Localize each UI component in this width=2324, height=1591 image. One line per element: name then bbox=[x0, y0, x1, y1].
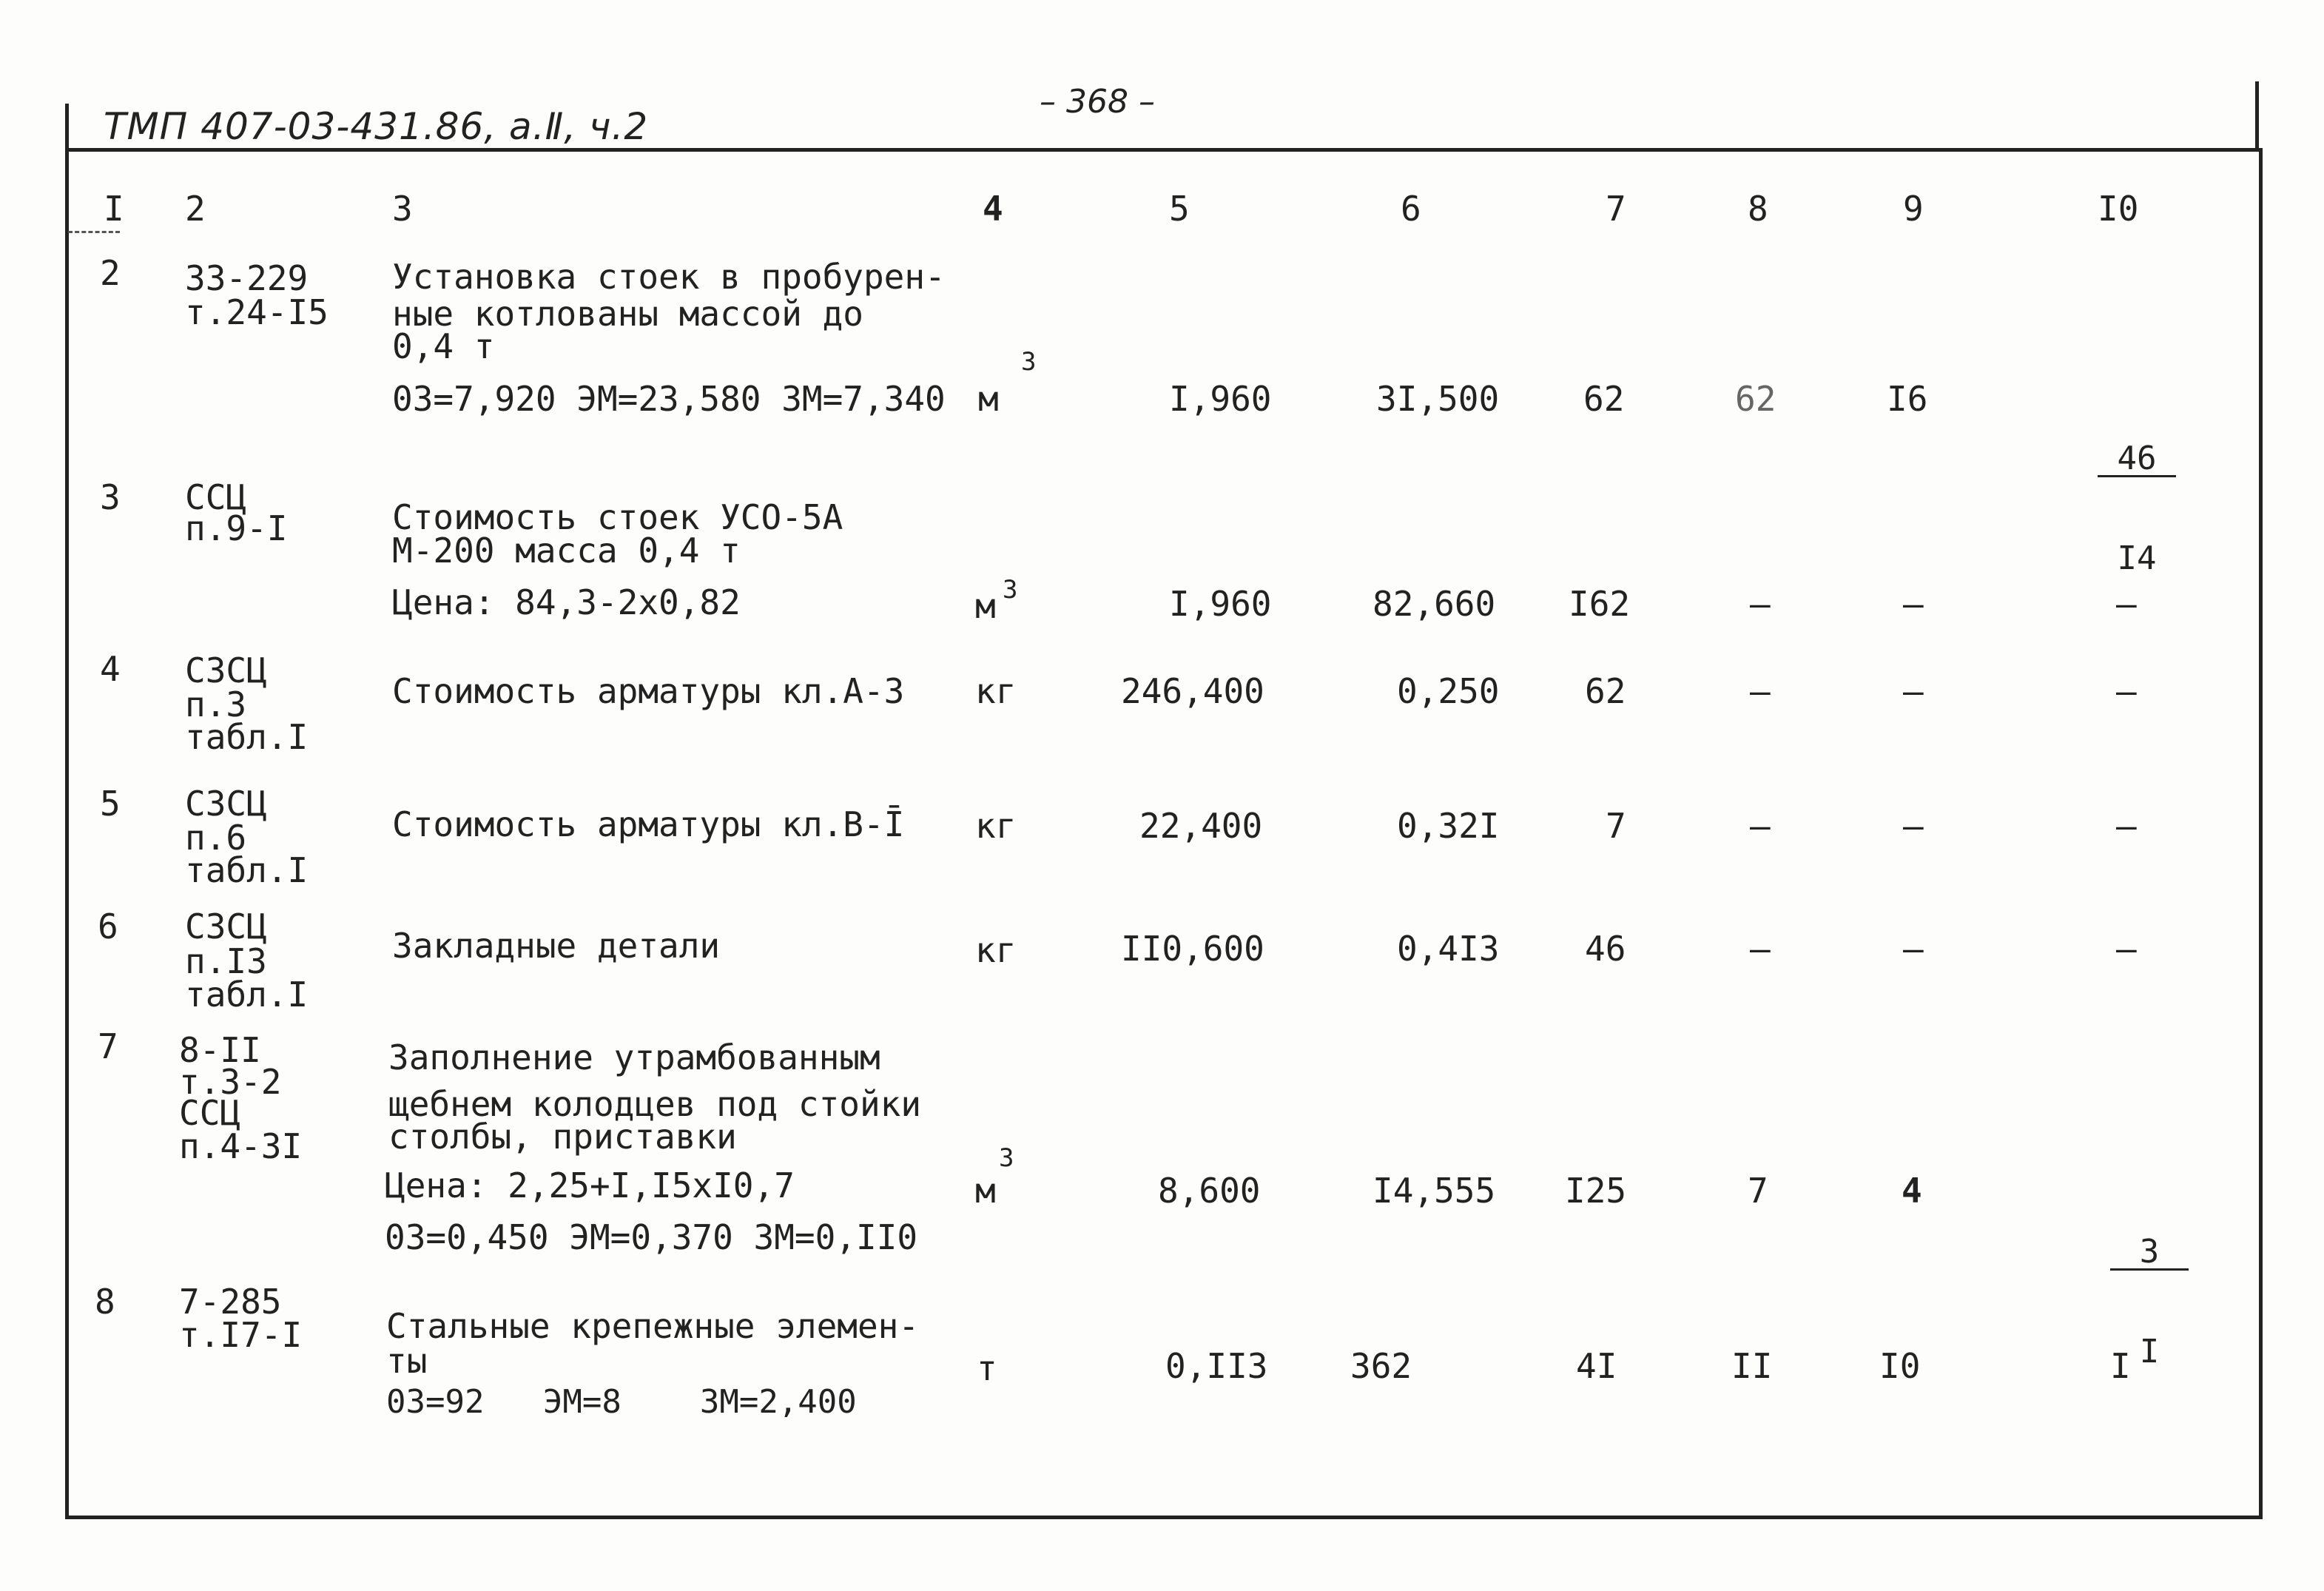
column-header-3: 3 bbox=[392, 189, 413, 229]
code-line: п.6 bbox=[185, 818, 247, 858]
frame-right-stub bbox=[2255, 81, 2259, 151]
formula-line: 03=92 ЭМ=8 ЗМ=2,400 bbox=[386, 1383, 857, 1421]
column-header-2: 2 bbox=[185, 189, 206, 229]
column-header-8: 8 bbox=[1748, 189, 1768, 229]
col10-value: – bbox=[2116, 806, 2137, 846]
unit-price: 362 bbox=[1350, 1346, 1412, 1386]
description-line: щебнем колодцев под стойки bbox=[388, 1084, 922, 1124]
description-line: Закладные детали bbox=[392, 926, 721, 966]
frame-left-stub bbox=[65, 104, 69, 149]
unit-price: I4,555 bbox=[1372, 1171, 1496, 1211]
unit-price: 3I,500 bbox=[1376, 379, 1500, 419]
total-cost: 4I bbox=[1576, 1346, 1617, 1386]
unit: кг bbox=[975, 930, 1017, 970]
description-line: 0,4 т bbox=[392, 326, 495, 366]
total-cost: 7 bbox=[1606, 806, 1626, 846]
code-line: п.I3 bbox=[185, 941, 267, 981]
col9-value: I6 bbox=[1887, 379, 1928, 419]
unit: кг bbox=[975, 806, 1017, 846]
code-line: СЗСЦ bbox=[185, 784, 267, 824]
col9-value: – bbox=[1903, 929, 1924, 969]
column-header-4: 4 bbox=[983, 189, 1003, 229]
row-number: 3 bbox=[100, 477, 121, 517]
code-line: т.24-I5 bbox=[185, 292, 329, 332]
col8-value: – bbox=[1750, 671, 1771, 711]
column-header-10: I0 bbox=[2098, 189, 2139, 229]
total-cost: 46 bbox=[1585, 929, 1626, 969]
unit-price: 82,660 bbox=[1372, 584, 1496, 624]
col9-value: – bbox=[1903, 584, 1924, 624]
row-number: 8 bbox=[95, 1282, 115, 1322]
col10-bottom: I4 bbox=[2117, 539, 2157, 577]
unit: м bbox=[975, 1171, 996, 1211]
page-number: – 368 – bbox=[1040, 83, 1155, 121]
col9-value: 4 bbox=[1902, 1171, 1922, 1211]
code-line: ССЦ bbox=[179, 1093, 241, 1133]
column-header-1: I bbox=[104, 189, 124, 229]
col10-top: 3 bbox=[2110, 1236, 2189, 1271]
total-cost: I25 bbox=[1565, 1171, 1627, 1211]
description-line: ные котлованы массой до bbox=[392, 294, 863, 334]
unit-superscript: 3 bbox=[999, 1143, 1014, 1173]
row-number: 5 bbox=[100, 784, 121, 824]
unit-price: 0,250 bbox=[1397, 671, 1500, 711]
formula-line: Цена: 84,3-2х0,82 bbox=[392, 582, 741, 622]
col8-value: II bbox=[1731, 1346, 1773, 1386]
code-line: п.9-I bbox=[185, 508, 288, 548]
col9-value: I0 bbox=[1879, 1346, 1921, 1386]
col10-value: I bbox=[2110, 1346, 2131, 1386]
row-number: 2 bbox=[100, 253, 121, 293]
col10-stacked-value bbox=[2110, 1171, 2189, 1433]
code-line: т.I7-I bbox=[179, 1315, 303, 1355]
description-line: Установка стоек в пробурен- bbox=[392, 257, 946, 297]
unit: кг bbox=[975, 671, 1017, 711]
quantity: I,960 bbox=[1169, 584, 1272, 624]
unit-price: 0,4I3 bbox=[1397, 929, 1500, 969]
col8-value: – bbox=[1750, 929, 1771, 969]
code-line: т.3-2 bbox=[179, 1062, 282, 1102]
unit-price: 0,32I bbox=[1397, 806, 1500, 846]
formula-line: 03=7,920 ЭМ=23,580 ЗМ=7,340 bbox=[392, 379, 946, 419]
column-header-5: 5 bbox=[1169, 189, 1190, 229]
col10-bottom: I bbox=[2139, 1333, 2160, 1370]
col10-value: – bbox=[2116, 929, 2137, 969]
code-line: ССЦ bbox=[185, 477, 247, 517]
col8-value: – bbox=[1750, 806, 1771, 846]
col8-value: 62 bbox=[1735, 379, 1776, 419]
col8-value: 7 bbox=[1748, 1171, 1768, 1211]
column-header-6: 6 bbox=[1401, 189, 1421, 229]
quantity: I,960 bbox=[1169, 379, 1272, 419]
quantity: 0,II3 bbox=[1165, 1346, 1268, 1386]
quantity: 246,400 bbox=[1121, 671, 1264, 711]
document-code: ТМП 407-03-431.86, а.Ⅱ, ч.2 bbox=[104, 105, 649, 148]
row-number: 7 bbox=[98, 1026, 118, 1066]
header-rule bbox=[65, 148, 2259, 152]
col10-value: – bbox=[2116, 584, 2137, 624]
code-line: 7-285 bbox=[179, 1282, 282, 1322]
quantity: 22,400 bbox=[1139, 806, 1263, 846]
unit: м bbox=[978, 379, 999, 419]
code-line: 33-229 bbox=[185, 258, 309, 298]
col8-value: – bbox=[1750, 584, 1771, 624]
code-line: табл.I bbox=[185, 850, 309, 890]
code-line: табл.I bbox=[185, 717, 309, 757]
description-line: Стальные крепежные элемен- bbox=[386, 1306, 920, 1346]
unit: т bbox=[977, 1348, 997, 1388]
row-number: 4 bbox=[100, 649, 121, 689]
description-line: Стоимость арматуры кл.А-3 bbox=[392, 671, 905, 711]
column-header-7: 7 bbox=[1606, 189, 1626, 229]
col10-value: – bbox=[2116, 671, 2137, 711]
unit: м bbox=[975, 586, 996, 626]
code-line: табл.I bbox=[185, 975, 309, 1015]
unit-superscript: 3 bbox=[1003, 575, 1018, 605]
row-number: 6 bbox=[98, 906, 118, 946]
unit-superscript: 3 bbox=[1021, 347, 1037, 377]
header-dash bbox=[68, 231, 120, 233]
description-line: столбы, приставки bbox=[388, 1117, 737, 1157]
total-cost: 62 bbox=[1583, 379, 1625, 419]
code-line: 8-II bbox=[179, 1030, 261, 1070]
col9-value: – bbox=[1903, 671, 1924, 711]
col9-value: – bbox=[1903, 806, 1924, 846]
description-line: Заполнение утрамбованным bbox=[388, 1037, 880, 1077]
total-cost: I62 bbox=[1569, 584, 1631, 624]
description-line: ты bbox=[386, 1341, 428, 1381]
col10-top: 46 bbox=[2098, 443, 2176, 477]
column-header-9: 9 bbox=[1903, 189, 1924, 229]
formula-line: Цена: 2,25+I,I5хI0,7 bbox=[385, 1166, 795, 1205]
total-cost: 62 bbox=[1585, 671, 1626, 711]
code-line: п.3 bbox=[185, 684, 247, 724]
quantity: II0,600 bbox=[1121, 929, 1264, 969]
code-line: п.4-3I bbox=[179, 1126, 303, 1166]
description-line: Стоимость стоек УСО-5А bbox=[392, 497, 843, 537]
formula-line: 03=0,450 ЭМ=0,370 ЗМ=0,II0 bbox=[385, 1217, 918, 1257]
code-line: СЗСЦ bbox=[185, 906, 267, 946]
description-line: Стоимость арматуры кл.В-Ī bbox=[392, 804, 905, 844]
code-line: СЗСЦ bbox=[185, 650, 267, 690]
quantity: 8,600 bbox=[1158, 1171, 1261, 1211]
description-line: М-200 масса 0,4 т bbox=[392, 531, 741, 571]
